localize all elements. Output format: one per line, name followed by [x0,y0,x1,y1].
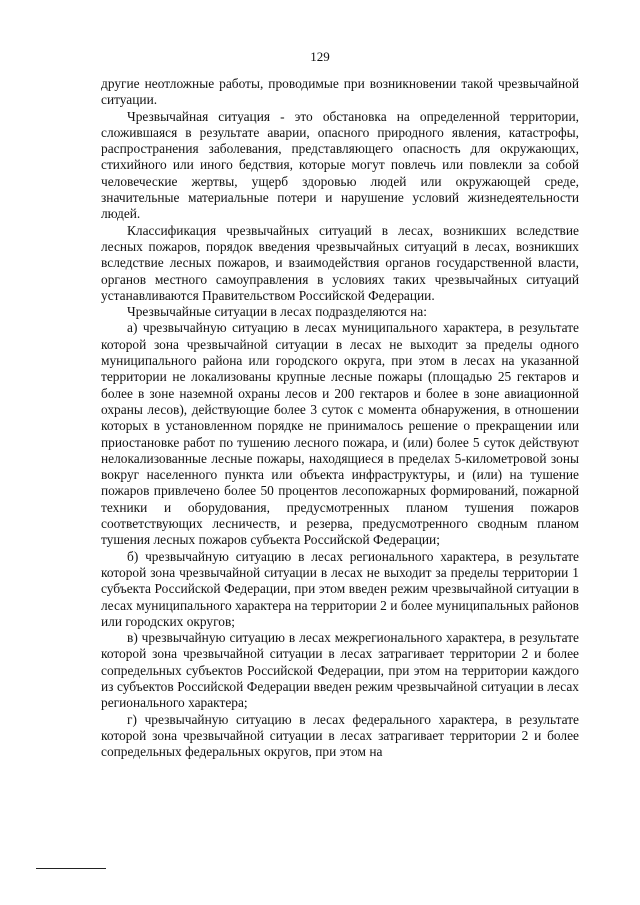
list-item-a: а) чрезвычайную ситуацию в лесах муниципального характера, в результате которой зона чрезвычайной ситуации в лесах не выходит за пределы одного муниципального района или городского округа, при этом в лесах на указанной территории не локализованы крупные лесные пожары (площадью 25 гектаров и более в зоне наземной охраны лесов и 200 гектаров и более в зоне авиационной охраны лесов), действующие более 3 суток с момента обнаружения, в отношении которых в установленном порядке не принималось решение о прекращении или приостановке работ по тушению лесного пожара, и (или) более 5 суток действуют нелокализованные лесные пожары, находящиеся в пределах 5-километровой зоны вокруг населенного пункта или объекта инфраструктуры, и (или) на тушение пожаров привлечено более 50 процентов лесопожарных формирований, пожарной техники и оборудования, предусмотренных планом тушения пожаров соответствующих лесничеств, и резерва, предусмотренного сводным планом тушения лесных пожаров субъекта Российской Федерации; [101,320,579,548]
paragraph-continuation: другие неотложные работы, проводимые при возникновении такой чрезвычайной ситуации. [101,76,579,108]
list-item-b: б) чрезвычайную ситуацию в лесах регионального характера, в результате которой зона чрезвычайной ситуации в лесах не выходит за пределы территории 1 субъекта Российской Федерации, при этом введен режим чрезвычайной ситуации в лесах муниципального характера на территории 2 и более муниципальных районов или городских округов; [101,548,579,629]
list-item-v: в) чрезвычайную ситуацию в лесах межрегионального характера, в результате которой зона чрезвычайной ситуации в лесах затрагивает территории 2 и более сопредельных субъектов Российской Федерации, при этом на территории каждого из субъектов Российской Федерации введен режим чрезвычайной ситуации в лесах регионального характера; [101,630,579,711]
footer-rule [36,868,106,869]
paragraph-subdivision: Чрезвычайные ситуации в лесах подразделяются на: [127,304,427,320]
body-text [101,76,579,760]
paragraph-definition: Чрезвычайная ситуация - это обстановка на определенной территории, сложившаяся в результате аварии, опасного природного явления, катастрофы, распространения заболевания, представляющего опасность для окружающих, стихийного или иного бедствия, которые могут повлечь или повлекли за собой человеческие жертвы, ущерб здоровью людей или окружающей среде, значительные материальные потери и нарушение условий жизнедеятельности людей. [101,108,579,222]
page-number: 129 [310,49,330,64]
paragraph-classification: Классификация чрезвычайных ситуаций в лесах, возникших вследствие лесных пожаров, порядок введения чрезвычайных ситуаций в лесах, возникших вследствие лесных пожаров, и взаимодействия органов государственной власти, органов местного самоуправления в условиях таких чрезвычайных ситуаций устанавливаются Правительством Российской Федерации. [101,222,579,303]
list-item-g: г) чрезвычайную ситуацию в лесах федерального характера, в результате которой зона чрезвычайной ситуации в лесах затрагивает территории 2 и более сопредельных федеральных округов, при этом на [101,711,579,760]
